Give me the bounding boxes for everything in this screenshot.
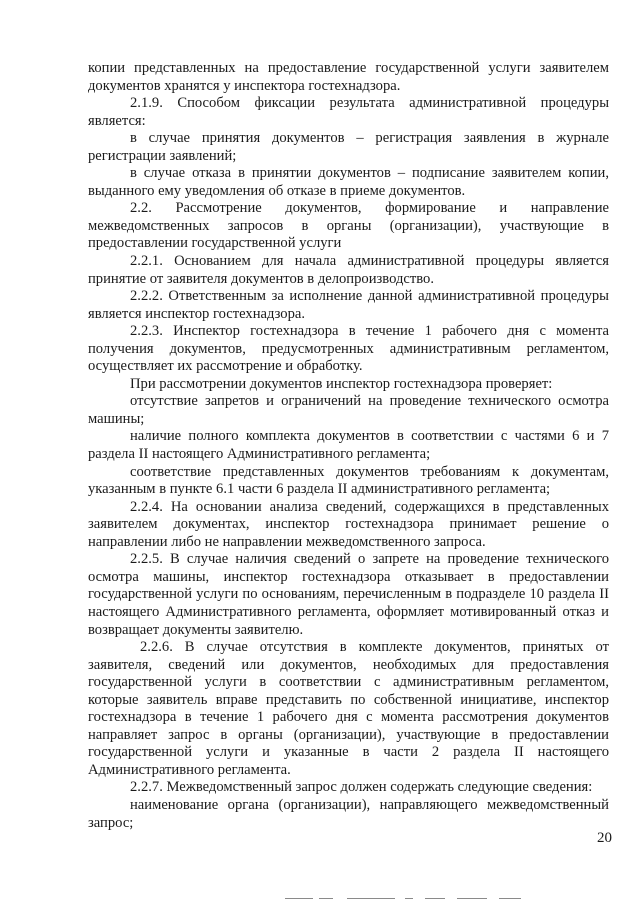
page-number: 20 — [597, 830, 612, 846]
paragraph: 2.2.1. Основанием для начала административной процедуры является принятие от заявителя документов в делопроизводство. — [88, 253, 609, 287]
section-heading: 2.2. Рассмотрение документов, формирование и направление межведомственных запросов в органы (организации), участвующие в предоставлении государственной услуги — [88, 200, 609, 252]
paragraph: 2.2.7. Межведомственный запрос должен содержать следующие сведения: — [130, 779, 593, 796]
paragraph: в случае отказа в принятии документов – подписание заявителем копии, выданного ему уведомления об отказе в приеме документов. — [88, 165, 609, 199]
paragraph: копии представленных на предоставление государственной услуги заявителем документов хранятся у инспектора гостехнадзора. — [88, 60, 609, 94]
paragraph: 2.2.2. Ответственным за исполнение данной административной процедуры является инспектор гостехнадзора. — [88, 288, 609, 322]
paragraph: наличие полного комплекта документов в соответствии с частями 6 и 7 раздела II настоящего Административного регламента; — [88, 428, 609, 463]
paragraph: 2.2.4. На основании анализа сведений, содержащихся в представленных заявителем документах, инспектор гостехнадзора принимает решение о направлении либо не направлении межведомственного запроса. — [88, 498, 609, 550]
paragraph: 2.2.5. В случае наличия сведений о запрете на проведение технического осмотра машины, инспектор гостехнадзора отказывает в предоставлении государственной услуги по основаниям, перечисленным в подразделе 10 раздела II настоящего Административного регламента, оформляет мотивированный отказ и возвращает документы заявителю. — [88, 551, 609, 638]
paragraph: отсутствие запретов и ограничений на проведение технического осмотра машины; — [88, 393, 609, 427]
paragraph: в случае принятия документов – регистрация заявления в журнале регистрации заявлений; — [88, 130, 609, 164]
paragraph: 2.2.6. В случае отсутствия в комплекте документов, принятых от заявителя, сведений или документов, необходимых для предоставления государственной услуги в соответствии с административным регламентом, которые заявитель вправе представить по собственной инициативе, инспектор гостехнадзора в течение 1 рабочего дня с момента рассмотрения документов направляет запрос в органы (организации), участвующие в предоставлении государственной услуги и указанные в части 2 раздела II настоящего Административного регламента. — [88, 639, 609, 778]
document-body — [88, 60, 609, 832]
paragraph: При рассмотрении документов инспектор гостехнадзора проверяет: — [130, 375, 553, 392]
paragraph: 2.1.9. Способом фиксации результата административной процедуры является: — [88, 95, 609, 129]
paragraph: соответствие представленных документов требованиям к документам, указанным в пункте 6.1 части 6 раздела II административного регламента; — [88, 463, 609, 498]
scan-artifact-lines — [285, 898, 535, 901]
paragraph: 2.2.3. Инспектор гостехнадзора в течение 1 рабочего дня с момента получения документов, предусмотренных административным регламентом, осуществляет их рассмотрение и обработку. — [88, 323, 609, 375]
paragraph: наименование органа (организации), направляющего межведомственный запрос; — [88, 796, 609, 831]
